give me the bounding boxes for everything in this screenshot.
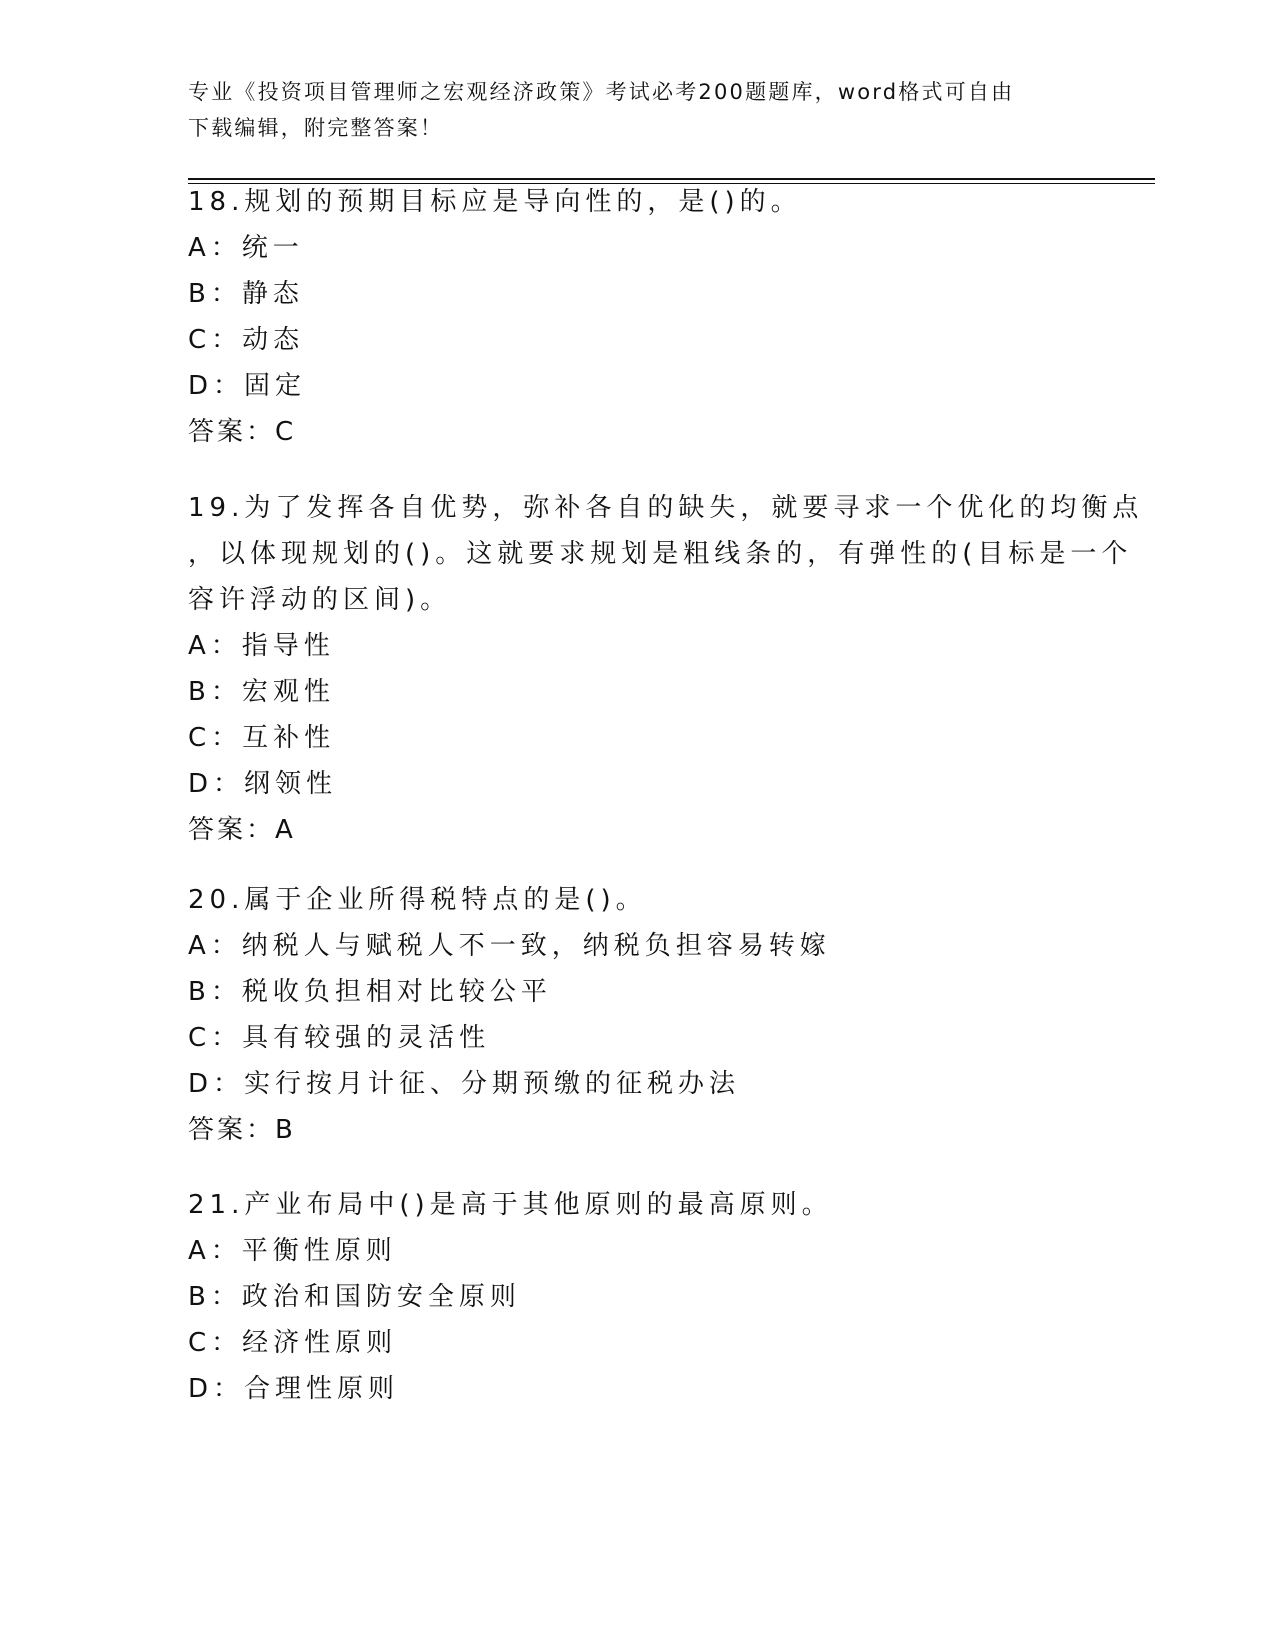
question-stem-line-1: 19.为了发挥各自优势，弥补各自的缺失，就要寻求一个优化的均衡点 — [188, 493, 1144, 523]
question-stem: 21.产业布局中()是高于其他原则的最高原则。 — [188, 1190, 833, 1220]
option-d: D：实行按月计征、分期预缴的征税办法 — [188, 1069, 741, 1099]
option-d: D：固定 — [188, 371, 307, 401]
header-line-1: 专业《投资项目管理师之宏观经济政策》考试必考200题题库，word格式可自由 — [188, 80, 1015, 104]
option-d: D：合理性原则 — [188, 1374, 400, 1404]
question-18 — [188, 179, 1088, 455]
option-b: B：政治和国防安全原则 — [188, 1282, 521, 1312]
question-stem: 18.规划的预期目标应是导向性的，是()的。 — [188, 187, 802, 217]
question-stem-line-3: 容许浮动的区间)。 — [188, 585, 452, 615]
option-b: B：静态 — [188, 279, 304, 309]
answer-line: 答案：B — [188, 1115, 296, 1145]
question-19 — [188, 485, 1144, 853]
option-b: B：宏观性 — [188, 677, 335, 707]
option-a: A：指导性 — [188, 631, 335, 661]
header-line-2: 下载编辑，附完整答案！ — [188, 116, 444, 140]
question-stem: 20.属于企业所得税特点的是()。 — [188, 885, 647, 915]
option-c: C：动态 — [188, 325, 305, 355]
option-a: A：纳税人与赋税人不一致，纳税负担容易转嫁 — [188, 931, 831, 961]
option-d: D：纲领性 — [188, 769, 338, 799]
document-header — [188, 74, 1088, 146]
option-c: C：具有较强的灵活性 — [188, 1023, 491, 1053]
option-a: A：统一 — [188, 233, 304, 263]
question-21 — [188, 1182, 1088, 1412]
option-b: B：税收负担相对比较公平 — [188, 977, 552, 1007]
option-c: C：经济性原则 — [188, 1328, 398, 1358]
question-20 — [188, 877, 1088, 1153]
option-a: A：平衡性原则 — [188, 1236, 397, 1266]
option-c: C：互补性 — [188, 723, 336, 753]
answer-line: 答案：A — [188, 815, 296, 845]
question-stem-line-2: ，以体现规划的()。这就要求规划是粗线条的，有弹性的(目标是一个 — [188, 539, 1133, 569]
answer-line: 答案：C — [188, 417, 297, 447]
